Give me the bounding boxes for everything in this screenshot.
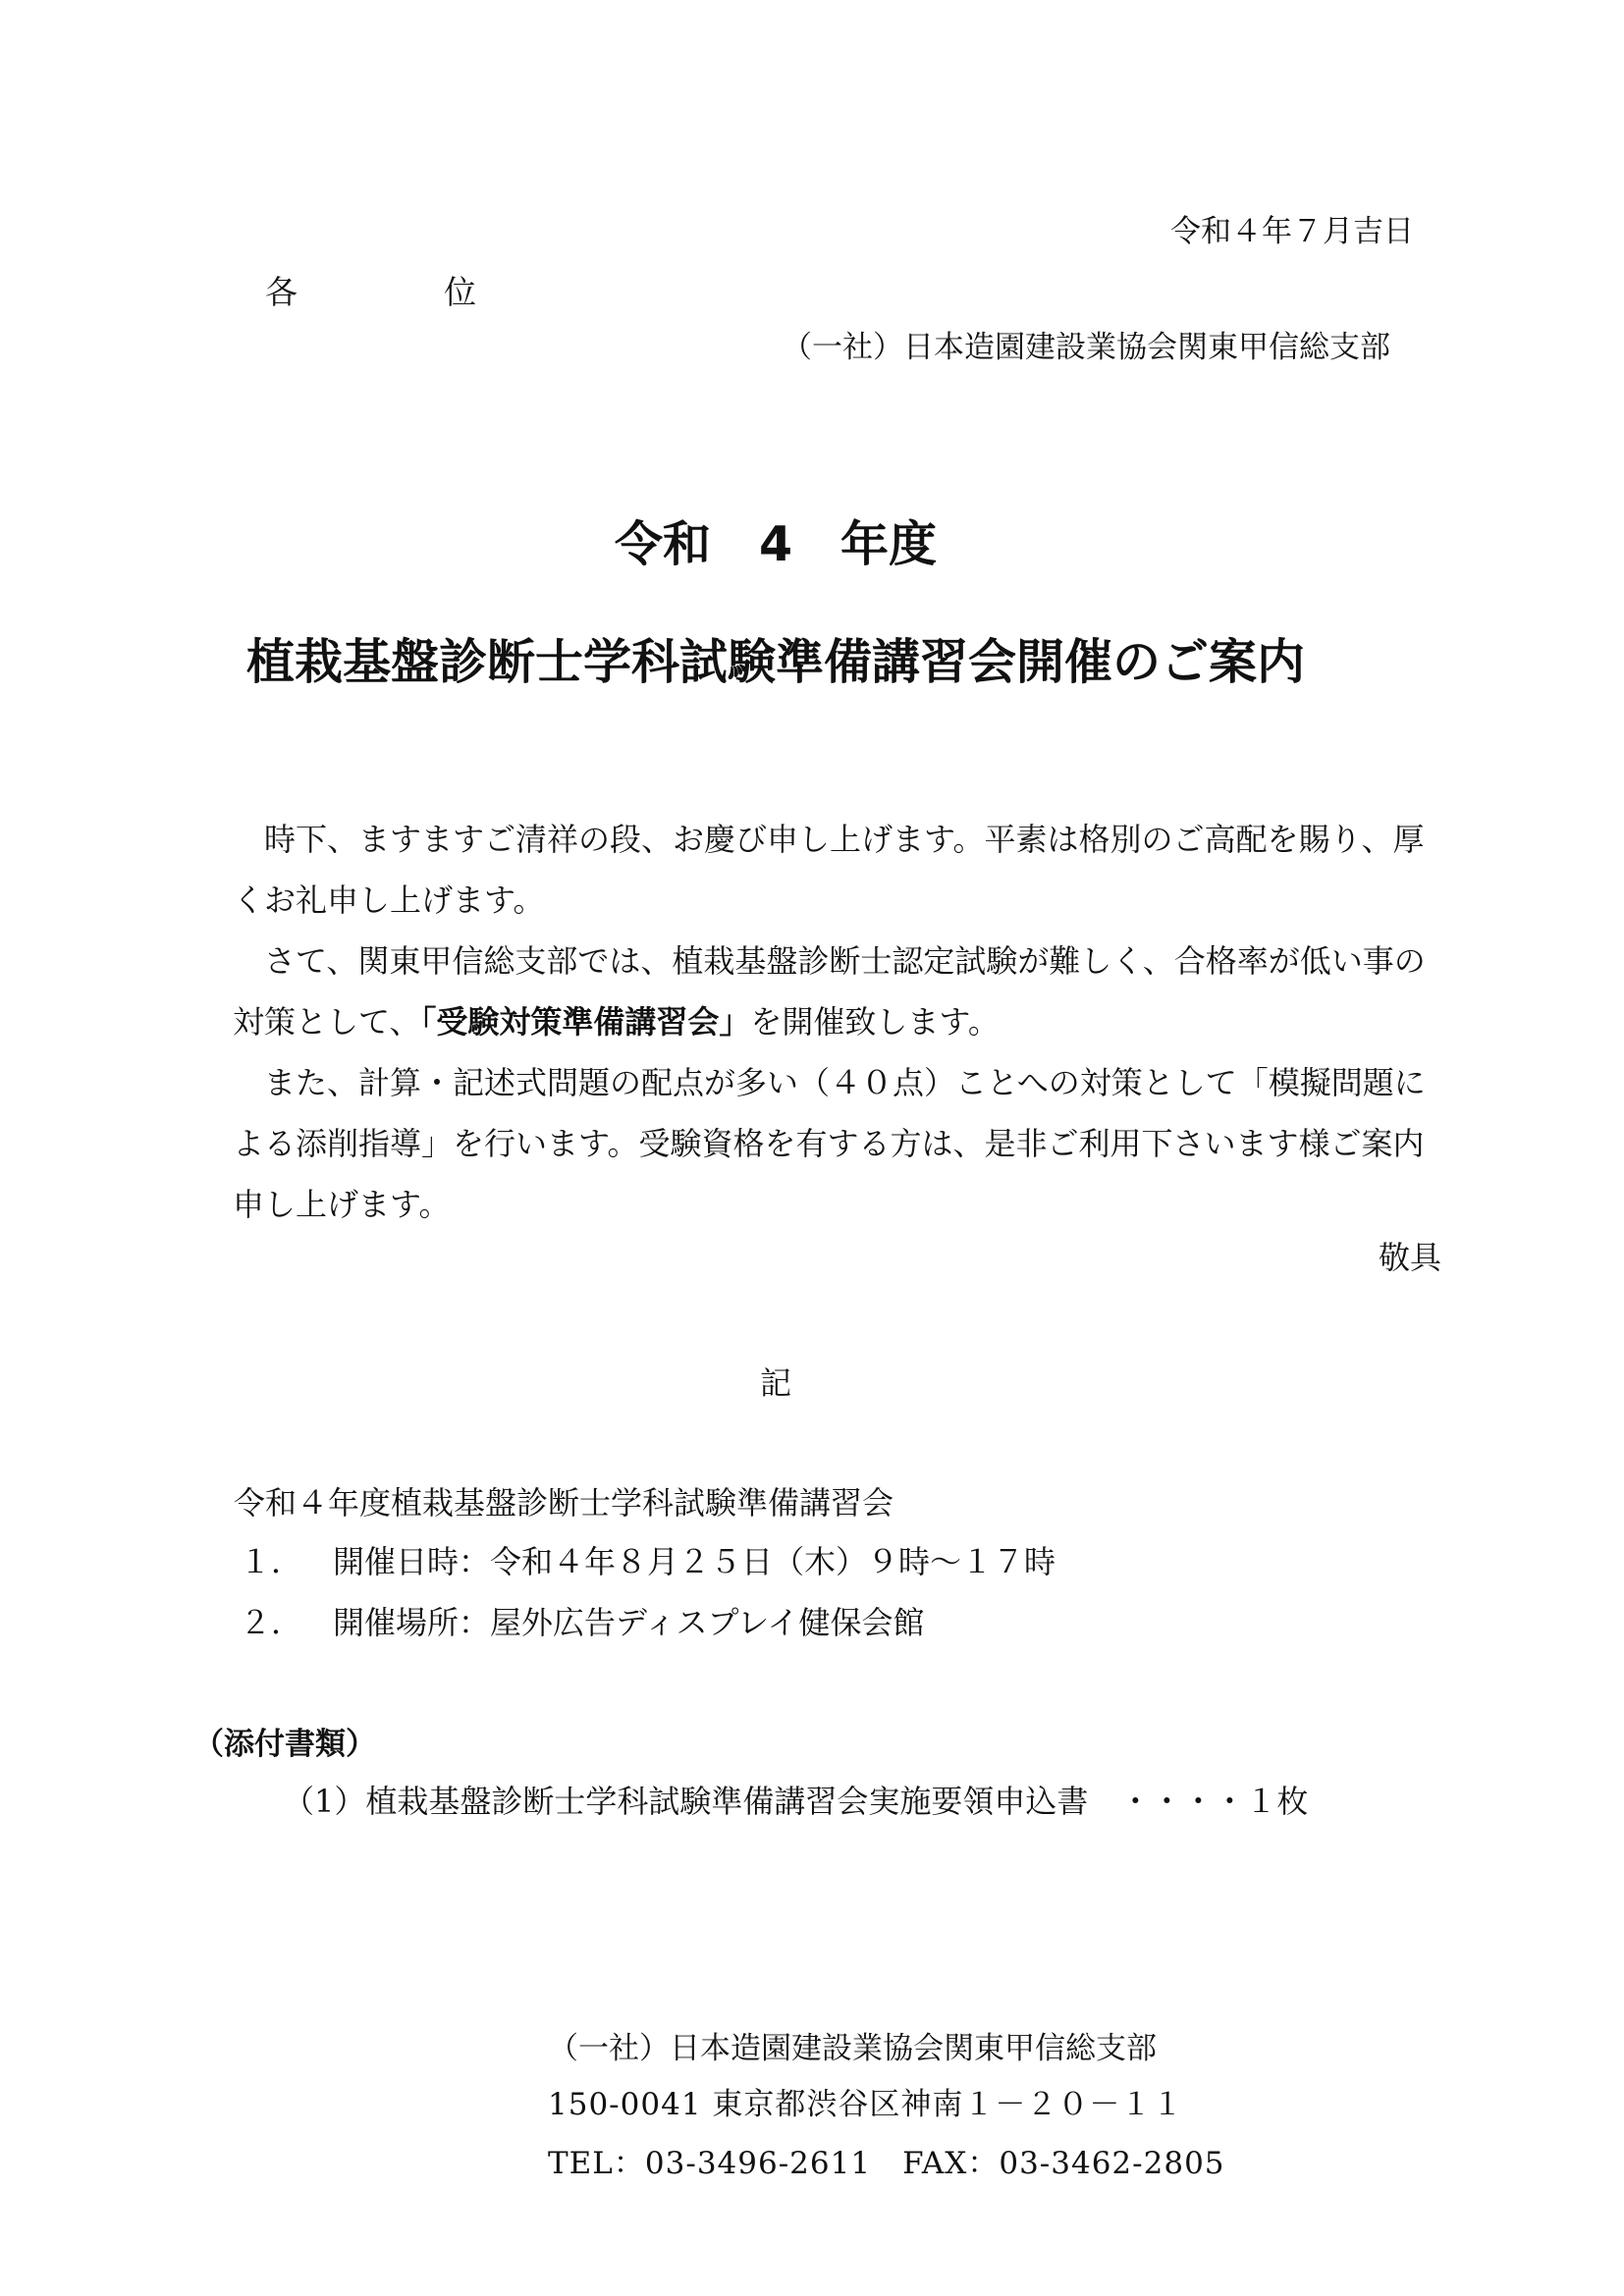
notice-item-number: １． [240, 1543, 303, 1580]
notice-title: 令和４年度植栽基盤診断士学科試験準備講習会 [234, 1484, 894, 1522]
body-paragraph-2-start: さて、関東甲信総支部では、植栽基盤診断士認定試験が難しく、合格率が低い事の対策として、 [233, 942, 1426, 1041]
document-title: 植栽基盤診断士学科試験準備講習会開催のご案内 [245, 634, 1305, 690]
footer-address: 150-0041 東京都渋谷区神南１－２０－１１ [548, 2087, 1184, 2122]
body-paragraph-3: また、計算・記述式問題の配点が多い（４０点）ことへの対策として「模擬問題による添削指導」を行います。受験資格を有する方は、是非ご利用下さいます様ご案内申し上げます。 [233, 1064, 1426, 1223]
attachment-item: （1）植栽基盤診断士学科試験準備講習会実施要領申込書 ・・・・１枚 [283, 1783, 1309, 1820]
notice-item [240, 1537, 1056, 1582]
notice-item-text: 開催日時：令和４年８月２５日（木）９時～１７時 [333, 1543, 1056, 1580]
sender-organization: （一社）日本造園建設業協会関東甲信総支部 [782, 330, 1390, 365]
document-title-year: 令和 4 年度 [614, 516, 938, 572]
document-date: 令和４年７月吉日 [1170, 214, 1414, 249]
body-text [233, 809, 1438, 1235]
body-paragraph-2-end: を開催致します。 [750, 1003, 1000, 1041]
notice-item-number: ２． [240, 1604, 303, 1641]
closing-word: 敬具 [1378, 1239, 1441, 1276]
footer-contact: TEL：03-3496-2611 FAX：03-3462-2805 [548, 2146, 1225, 2181]
notice-item [240, 1598, 925, 1643]
notice-marker: 記 [759, 1364, 791, 1402]
highlighted-course-name: 「受験対策準備講習会」 [420, 1003, 751, 1041]
addressee: 各 位 [265, 273, 533, 311]
body-paragraph-1: 時下、ますますご清祥の段、お慶び申し上げます。平素は格別のご高配を賜り、厚くお礼申し上げます。 [233, 821, 1425, 919]
attachments-heading: （添付書類） [193, 1727, 376, 1762]
body-paragraph-2 [233, 931, 1438, 1052]
footer-organization: （一社）日本造園建設業協会関東甲信総支部 [548, 2031, 1157, 2066]
notice-item-text: 開催場所：屋外広告ディスプレイ健保会館 [333, 1604, 925, 1641]
